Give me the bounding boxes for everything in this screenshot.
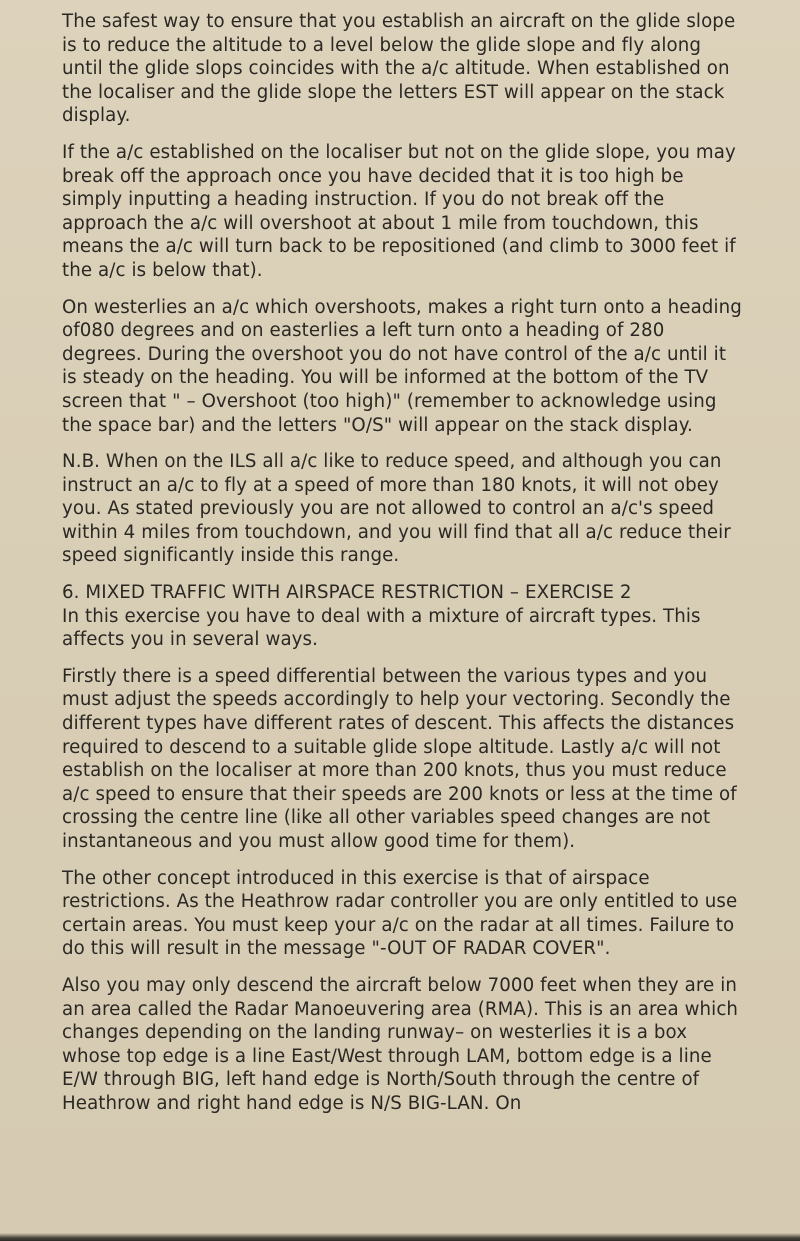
paragraph-break-off-approach: If the a/c established on the localiser but not on the glide slope, you may break off the approach once you have decided that it is too high be simply inputting a heading instruction. If you do not break off the approach the a/c will overshoot at about 1 mile from touchdown, this means the a/c will turn back to be repositioned (and climb to 3000 feet if the a/c is below that). <box>62 141 736 281</box>
paragraph-radar-manoeuvering-area: Also you may only descend the aircraft below 7000 feet when they are in an area called the Radar Manoeuvering area (RMA). This is an area which changes depending on the landing runway– on westerlies it is a box whose top edge is a line East/West through LAM, bottom edge is a line E/W through BIG, left hand edge is North/South through the centre of Heathrow and right hand edge is N/S BIG-LAN. On <box>62 974 739 1114</box>
paragraph-nb-ils-speed: N.B. When on the ILS all a/c like to reduce speed, and although you can instruct an a/c to fly at a speed of more than 180 knots, it will not obey you. As stated previously you are not allowed to control an a/c's speed within 4 miles from touchdown, and you will find that all a/c reduce their speed significantly inside this range. <box>62 451 731 567</box>
paragraph-glide-slope: The safest way to ensure that you establish an aircraft on the glide slope is to reduce the altitude to a level below the glide slope and fly along until the glide slops coincides with the a/c altitude. When established on the localiser and the glide slope the letters EST will appear on the stack display. <box>62 11 736 127</box>
paragraph-overshoot: On westerlies an a/c which overshoots, makes a right turn onto a heading of080 degrees and on easterlies a left turn onto a heading of 280 degrees. During the overshoot you do not have control of the a/c until it is steady on the heading. You will be informed at the bottom of the TV screen that " – Overshoot (too high)" (remember to acknowledge using the space bar) and the letters "O/S" will appear on the stack display. <box>62 296 742 436</box>
section-heading: 6. MIXED TRAFFIC WITH AIRSPACE RESTRICTION – EXERCISE 2 <box>62 582 632 604</box>
paragraph-airspace-restrictions: The other concept introduced in this exercise is that of airspace restrictions. As the Heathrow radar controller you are only entitled to use certain areas. You must keep your a/c on the radar at all times. Failure to do this will result in the message "-OUT OF RADAR COVER". <box>62 867 738 960</box>
section-intro: In this exercise you have to deal with a mixture of aircraft types. This affects you in several ways. <box>62 605 701 651</box>
page-bottom-edge <box>0 1233 800 1241</box>
paragraph-speed-differential: Firstly there is a speed differential between the various types and you must adjust the speeds accordingly to help your vectoring. Secondly the different types have different rates of descent. This affects the distances required to descend to a suitable glide slope altitude. Lastly a/c will not establish on the localiser at more than 200 knots, thus you must reduce a/c speed to ensure that their speeds are 200 knots or less at the time of crossing the centre line (like all other variables speed changes are not instantaneous and you must allow good time for them). <box>62 665 737 852</box>
